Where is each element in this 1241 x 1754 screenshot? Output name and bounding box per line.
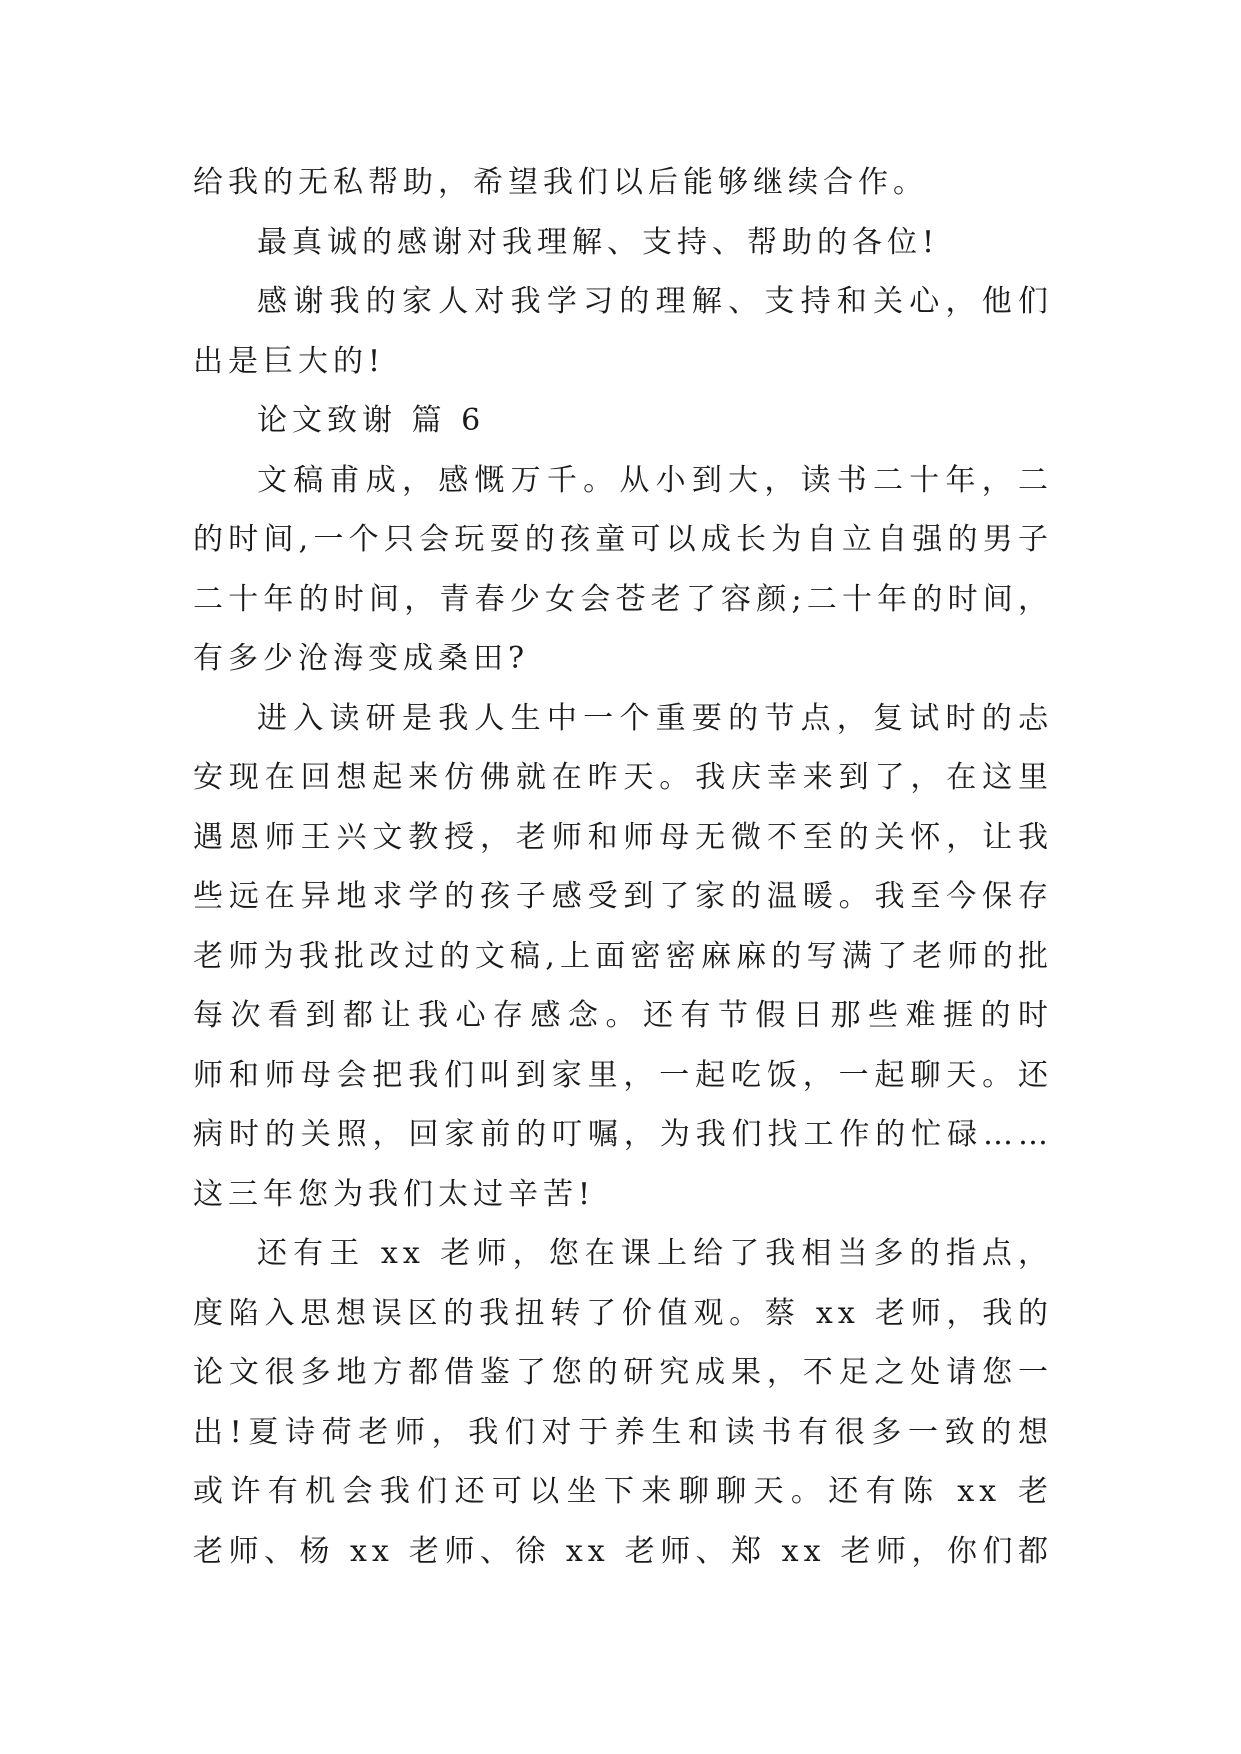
text-line: 还有王 xx 老师，您在课上给了我相当多的指点，	[257, 1236, 1053, 1271]
text-line: 的时间,一个只会玩耍的孩童可以成长为自立自强的男子	[193, 522, 1053, 557]
text-line: 每次看到都让我心存感念。还有节假日那些难捱的时	[193, 998, 1053, 1033]
text-line: 进入读研是我人生中一个重要的节点，复试时的忐	[257, 700, 1053, 736]
text-line: 或许有机会我们还可以坐下来聊聊天。还有陈 xx 老	[193, 1474, 1053, 1509]
text-line: 师和师母会把我们叫到家里，一起吃饭，一起聊天。还	[193, 1057, 1053, 1093]
document-body	[193, 153, 1053, 1581]
text-line: 安现在回想起来仿佛就在昨天。我庆幸来到了，在这里	[193, 760, 1053, 795]
text-line: 给我的无私帮助，希望我们以后能够继续合作。	[193, 165, 928, 200]
text-line: 度陷入思想误区的我扭转了价值观。蔡 xx 老师，我的	[193, 1295, 1053, 1331]
text-line: 文稿甫成，感慨万千。从小到大，读书二十年，二	[257, 462, 1053, 498]
text-line: 老师、杨 xx 老师、徐 xx 老师、郑 xx 老师，你们都	[193, 1533, 1053, 1569]
text-line: 最真诚的感谢对我理解、支持、帮助的各位!	[257, 224, 940, 260]
text-line: 论文很多地方都借鉴了您的研究成果，不足之处请您一	[193, 1355, 1053, 1390]
text-line: 出!夏诗荷老师，我们对于养生和读书有很多一致的想	[193, 1414, 1053, 1450]
text-line: 有多少沧海变成桑田?	[193, 641, 530, 676]
text-line: 出是巨大的!	[193, 343, 386, 379]
text-line: 病时的关照，回家前的叮嘱，为我们找工作的忙碌……	[193, 1117, 1053, 1152]
text-line: 这三年您为我们太过辛苦!	[193, 1176, 596, 1212]
text-line: 些远在异地求学的孩子感受到了家的温暖。我至今保存	[193, 879, 1053, 914]
text-line: 遇恩师王兴文教授，老师和师母无微不至的关怀，让我	[193, 819, 1053, 855]
text-line: 论文致谢 篇 6	[257, 403, 486, 438]
text-line: 老师为我批改过的文稿,上面密密麻麻的写满了老师的批	[193, 938, 1053, 974]
text-line: 二十年的时间，青春少女会苍老了容颜;二十年的时间，	[193, 581, 1053, 617]
text-line: 感谢我的家人对我学习的理解、支持和关心，他们	[257, 284, 1053, 319]
